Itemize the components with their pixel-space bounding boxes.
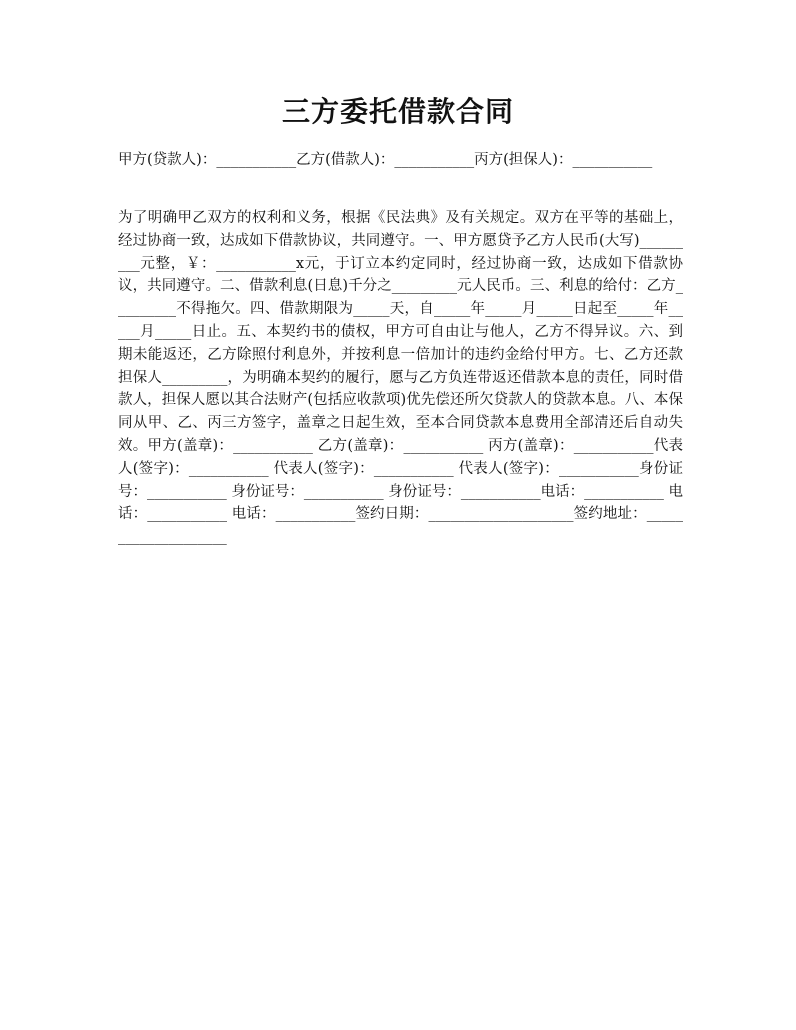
document-title: 三方委托借款合同 — [281, 95, 514, 128]
parties-line: 甲方(贷款人)：___________乙方(借款人)：___________丙方(担保人)：___________ — [118, 152, 653, 168]
contract-body: 为了明确甲乙双方的权利和义务，根据《民法典》及有关规定。双方在平等的基础上，经过协商一致，达成如下借款协议，共同遵守。一、甲方愿贷予乙方人民币(大写)_________元整，￥：___________x元，于订立本约定同时，经过协商一致，达成如下借款协议，共同遵守。二、借款利息(日息)千分之_________元人民币。三、利息的给付：乙方_________不得拖欠。四、借款期限为_____天，自_____年_____月_____日起至_____年_____月_____日止。五、本契约书的债权，甲方可自由让与他人，乙方不得异议。六、到期未能返还，乙方除照付利息外，并按利息一倍加计的违约金给付甲方。七、乙方还款担保人_________，为明确本契约的履行，愿与乙方负连带返还借款本息的责任，同时借款人，担保人愿以其合法财产(包括应收款项)优先偿还所欠贷款人的贷款本息。八、本保同从甲、乙、丙三方签字，盖章之日起生效，至本合同贷款本息费用全部清还后自动失效。甲方(盖章)：___________ 乙方(盖章)：___________ 丙方(盖章)：___________代表人(签字)：___________ 代表人(签字)：___________ 代表人(签字)：___________身份证号：___________ 身份证号：___________ 身份证号：___________电话：___________ 电话：___________ 电话：___________签约日期：____________________签约地址：____________________ — [118, 210, 683, 546]
